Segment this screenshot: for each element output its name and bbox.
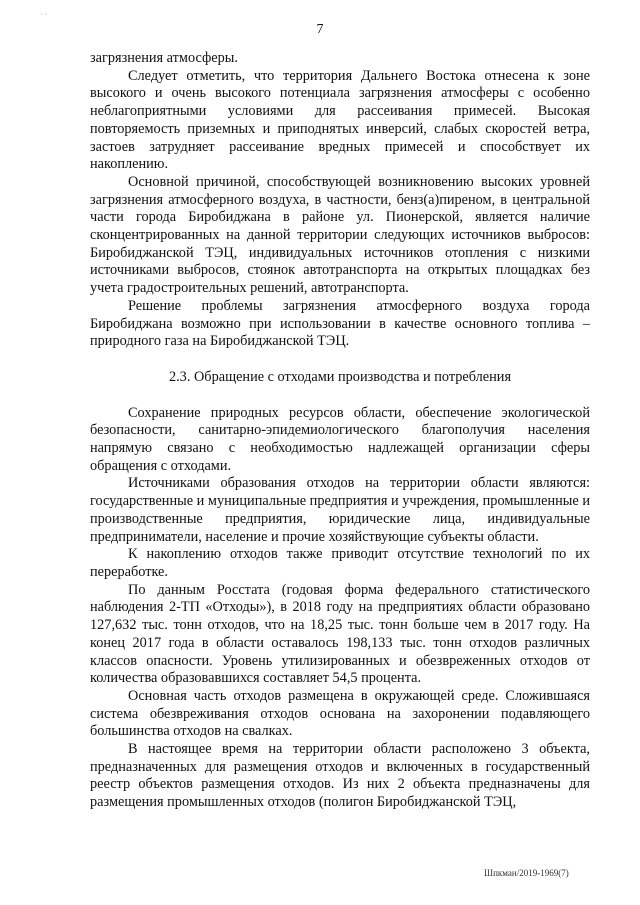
paragraph: Источниками образования отходов на территории области являются: государственные и муниципальные предприятия и учреждения, промышленные и производственные предприятия, юридические лица, индивидуальные предприниматели, население и прочие хозяйствующие субъекты области. (90, 475, 590, 545)
paragraph: По данным Росстата (годовая форма федерального статистического наблюдения 2-ТП «Отходы»), в 2018 году на предприятиях области образовано 127,632 тыс. тонн отходов, что на 18,25 тыс. тонн больше чем в 2017 году. На конец 2017 года в области оставалось 198,133 тыс. тонн отходов различных классов опасности. Уровень утилизированных и обезвреженных отходов от количества образовавшихся составляет 54,5 процента. (90, 581, 590, 687)
paragraph: К накоплению отходов также приводит отсутствие технологий по их переработке. (90, 546, 590, 580)
paragraph: Основной причиной, способствующей возникновению высоких уровней загрязнения атмосферного воздуха, в частности, бенз(а)пиреном, в центральной части города Биробиджана в районе ул. Пионерской, является наличие сконцентрированных на данной территории следующих источников выбросов: Биробиджанской ТЭЦ, индивидуальных источников отопления с низкими источниками выбросов, стоянок автотранспорта на открытых площадках без учета градостроительных решений, автотранспорта. (90, 173, 590, 297)
paragraph: Сохранение природных ресурсов области, обеспечение экологической безопасности, санитарно-эпидемиологического благополучия населения напрямую связано с необходимостью надлежащей организации сферы обращения с отходами. (90, 404, 590, 474)
paragraph: В настоящее время на территории области расположено 3 объекта, предназначенных для размещения отходов и включенных в государственный реестр объектов размещения отходов. Из них 2 объекта предназначены для размещения промышленных отходов (полигон Биробиджанской ТЭЦ, (90, 741, 590, 811)
document-body (90, 50, 590, 812)
footer-code: Шпкман/2019-1969(7) (484, 868, 569, 878)
paragraph: Решение проблемы загрязнения атмосферного воздуха города Биробиджана возможно при использовании в качестве основного топлива – природного газа на Биробиджанской ТЭЦ. (90, 297, 590, 350)
page-number: 7 (316, 22, 324, 37)
paragraph: загрязнения атмосферы. (90, 50, 238, 66)
paragraph: Основная часть отходов размещена в окружающей среде. Сложившаяся система обезвреживания отходов основана на захоронении подавляющего большинства отходов на свалках. (90, 687, 590, 740)
section-heading: 2.3. Обращение с отходами производства и потребления (168, 368, 512, 385)
paragraph: Следует отметить, что территория Дальнего Востока отнесена к зоне высокого и очень высокого потенциала загрязнения атмосферы с особенно неблагоприятными условиями для рассеивания примесей. Высокая повторяемость приземных и приподнятых инверсий, слабых скоростей ветра, застоев затрудняет рассеивание вредных примесей и способствует их накоплению. (90, 67, 590, 173)
scan-specks: · · (40, 10, 48, 19)
